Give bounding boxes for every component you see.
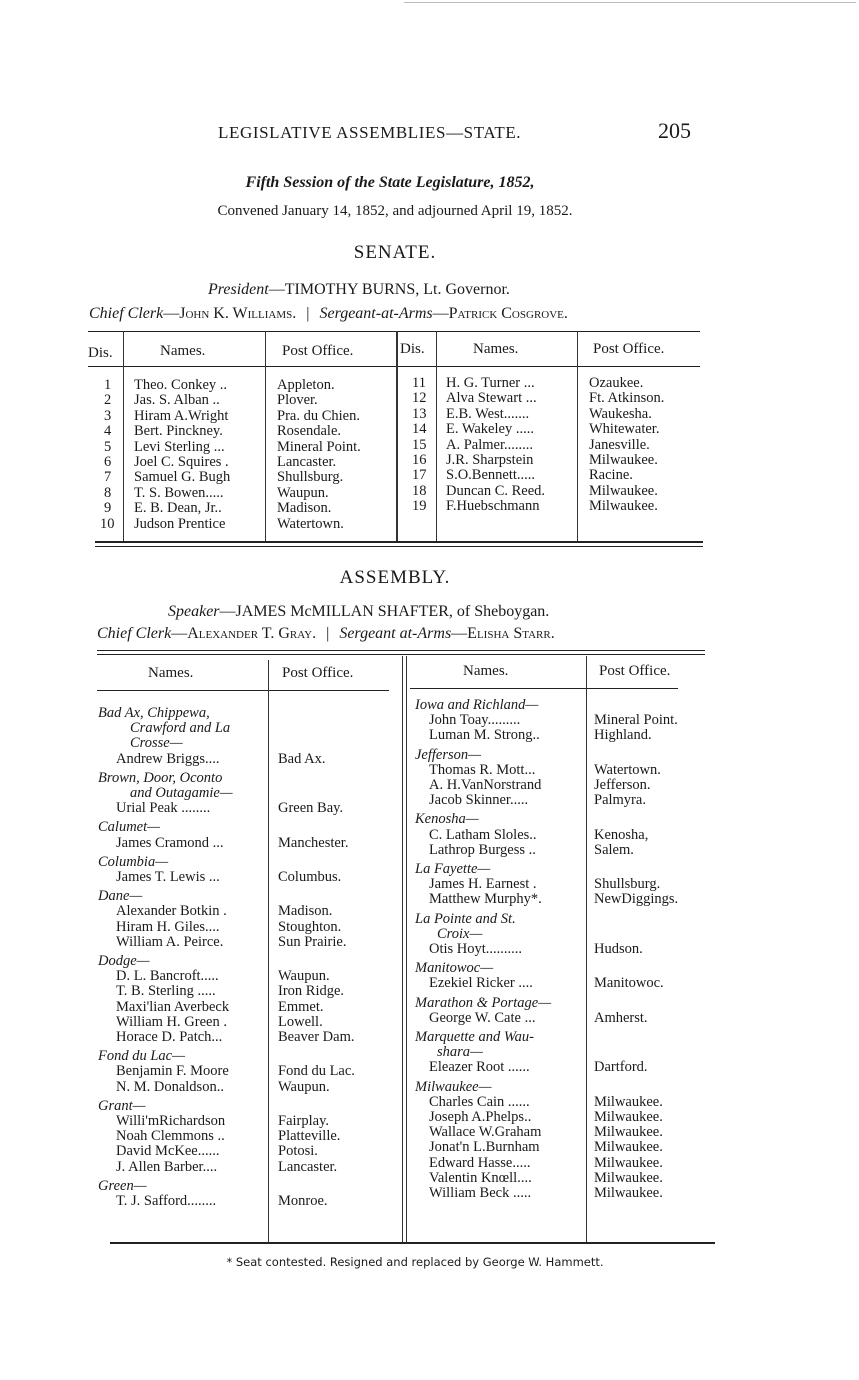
senate-post-office: Milwaukee. <box>589 498 658 515</box>
assembly-member-name: James T. Lewis ... <box>116 869 220 885</box>
assembly-member-name: William H. Green . <box>116 1013 227 1030</box>
assembly-post-office: Amherst. <box>594 1009 648 1026</box>
assembly-member-name: D. L. Bancroft..... <box>116 968 219 985</box>
senate-header-post: Post Office. <box>282 343 354 359</box>
senate-member-name: T. S. Bowen..... <box>134 484 224 501</box>
assembly-post-office: Watertown. <box>594 761 661 778</box>
assembly-member-name: Edward Hasse..... <box>429 1154 531 1171</box>
senate-post-office: Racine. <box>589 467 633 484</box>
senate-district-number: 8 <box>104 484 112 501</box>
county-heading: Manitowoc— <box>415 960 494 977</box>
assembly-post-office: Columbus. <box>278 869 342 885</box>
assembly-member-name: William A. Peirce. <box>116 933 224 950</box>
session-title: Fifth Session of the State Legislature, 1852, <box>245 174 535 191</box>
county-heading: Brown, Door, Oconto <box>98 769 223 786</box>
senate-header-dis-right: Dis. <box>400 341 425 357</box>
county-heading: Green— <box>98 1177 147 1194</box>
county-heading-continued: Crosse— <box>130 735 183 752</box>
county-heading: La Pointe and St. <box>415 910 516 927</box>
assembly-member-name: J. Allen Barber.... <box>116 1158 218 1175</box>
county-heading-continued: shara— <box>437 1044 483 1061</box>
assembly-heading: ASSEMBLY. <box>339 567 451 588</box>
senate-post-office: Mineral Point. <box>277 438 361 455</box>
senate-district-number: 10 <box>100 515 115 532</box>
assembly-member-name: Hiram H. Giles.... <box>116 918 220 935</box>
assembly-post-office: Highland. <box>594 727 652 744</box>
assembly-member-name: Ezekiel Ricker .... <box>429 975 533 992</box>
county-heading: Bad Ax, Chippewa, <box>98 705 210 721</box>
assembly-post-office: Lowell. <box>278 1013 323 1030</box>
senate-member-name: Bert. Pinckney. <box>134 423 223 440</box>
senate-header-post-right: Post Office. <box>593 341 665 357</box>
assembly-member-name: Willi'mRichardson <box>116 1113 226 1129</box>
assembly-member-name: Joseph A.Phelps.. <box>429 1109 532 1125</box>
assembly-officers-line: Chief Clerk—Alexander T. Gray. | Sergeant at-Arms—Elisha Starr. <box>97 625 555 642</box>
senate-post-office: Rosendale. <box>277 423 342 440</box>
assembly-member-name: Matthew Murphy*. <box>429 891 542 908</box>
senate-clerk-label: Chief Clerk <box>89 305 164 322</box>
assembly-post-office: Mineral Point. <box>594 712 678 729</box>
assembly-member-name: Charles Cain ...... <box>429 1093 530 1110</box>
assembly-post-office: Waupun. <box>278 1078 330 1095</box>
running-head <box>0 118 859 148</box>
assembly-post-office: Dartford. <box>594 1059 648 1076</box>
assembly-post-office: Shullsburg. <box>594 876 661 893</box>
senate-member-name: F.Huebschmann <box>446 498 540 515</box>
senate-header-names: Names. <box>160 343 206 359</box>
assembly-member-name: T. B. Sterling ..... <box>116 983 216 1000</box>
assembly-member-name: A. H.VanNorstrand <box>429 777 542 793</box>
assembly-member-name: James Cramond ... <box>116 834 224 851</box>
county-heading: Kenosha— <box>415 811 479 828</box>
county-heading: Iowa and Richland— <box>415 697 539 713</box>
senate-district-number: 14 <box>412 421 427 438</box>
senate-district-number: 13 <box>412 405 427 422</box>
assembly-post-office: Manchester. <box>278 834 349 851</box>
senate-sergeant-name: —Patrick Cosgrove. <box>432 305 568 322</box>
senate-post-office: Pra. du Chien. <box>277 407 360 424</box>
county-heading-continued: and Outagamie— <box>130 785 233 801</box>
senate-member-name: Judson Prentice <box>134 515 226 532</box>
assembly-post-office: Hudson. <box>594 941 643 957</box>
assembly-sergeant-name: —Elisha Starr. <box>451 625 555 642</box>
senate-district-number: 1 <box>104 377 112 393</box>
assembly-post-office: Milwaukee. <box>594 1169 663 1186</box>
senate-officers-line: Chief Clerk—John K. Williams. | Sergeant-at-Arms—Patrick Cosgrove. <box>89 305 568 322</box>
assembly-post-office: Madison. <box>278 903 333 920</box>
assembly-member-name: Benjamin F. Moore <box>116 1063 229 1080</box>
assembly-post-office: Monroe. <box>278 1193 328 1209</box>
senate-member-name: Alva Stewart ... <box>446 390 537 407</box>
assembly-post-office: Salem. <box>594 841 634 858</box>
senate-member-name: A. Palmer........ <box>446 436 533 453</box>
assembly-member-name: Alexander Botkin . <box>116 903 227 920</box>
assembly-post-office: Milwaukee. <box>594 1139 663 1156</box>
page-number: 205 <box>658 118 691 143</box>
senate-clerk-name: —John K. Williams. <box>163 305 297 322</box>
speaker-name: —JAMES McMILLAN SHAFTER, of Sheboygan. <box>219 603 550 620</box>
president-label: President <box>208 281 269 298</box>
assembly-member-name: C. Latham Sloles.. <box>429 826 537 843</box>
assembly-post-office: Iron Ridge. <box>278 983 345 1000</box>
assembly-clerk-name: —Alexander T. Gray. <box>171 625 317 642</box>
assembly-member-name: Lathrop Burgess .. <box>429 841 536 858</box>
assembly-member-name: George W. Cate ... <box>429 1009 536 1026</box>
assembly-post-office: NewDiggings. <box>594 891 679 908</box>
assembly-member-name: Maxi'lian Averbeck <box>116 998 230 1015</box>
assembly-member-name: Wallace W.Graham <box>429 1124 542 1141</box>
assembly-member-name: Jonat'n L.Burnham <box>429 1139 540 1156</box>
county-heading: Milwaukee— <box>415 1078 492 1095</box>
assembly-member-name: James H. Earnest . <box>429 876 537 893</box>
senate-member-name: S.O.Bennett..... <box>446 467 536 484</box>
senate-post-office: Whitewater. <box>589 421 660 438</box>
assembly-post-office: Beaver Dam. <box>278 1029 355 1045</box>
assembly-member-name: Thomas R. Mott... <box>429 761 536 778</box>
assembly-post-office: Stoughton. <box>278 918 342 935</box>
top-edge-rule <box>404 2 856 3</box>
assembly-member-name: Noah Clemmons .. <box>116 1128 225 1145</box>
senate-member-name: Jas. S. Alban .. <box>134 392 220 409</box>
senate-district-number: 2 <box>104 392 112 409</box>
senate-district-number: 15 <box>412 436 427 453</box>
senate-post-office: Janesville. <box>589 436 650 453</box>
senate-district-number: 19 <box>412 498 427 515</box>
speaker-label: Speaker <box>168 603 220 620</box>
footnote: * Seat contested. Resigned and replaced by George W. Hammett. <box>226 1255 604 1269</box>
senate-district-number: 5 <box>104 438 112 455</box>
assembly-post-office: Milwaukee. <box>594 1093 663 1110</box>
senate-district-number: 17 <box>412 467 427 484</box>
senate-header-names-right: Names. <box>473 341 519 357</box>
senate-member-name: Levi Sterling ... <box>134 438 225 455</box>
county-heading: Calumet— <box>98 819 161 836</box>
county-heading-continued: Croix— <box>437 925 483 942</box>
county-heading: Marquette and Wau- <box>415 1029 534 1045</box>
senate-member-name: E. B. Dean, Jr.. <box>134 500 222 517</box>
senate-post-office: Lancaster. <box>277 454 337 470</box>
senate-member-name: H. G. Turner ... <box>446 375 535 391</box>
senate-member-name: Theo. Conkey .. <box>134 377 228 393</box>
senate-post-office: Milwaukee. <box>589 482 658 499</box>
assembly-post-office: Jefferson. <box>594 777 651 793</box>
session-dates: Convened January 14, 1852, and adjourned April 19, 1852. <box>217 203 573 219</box>
assembly-post-office: Milwaukee. <box>594 1124 663 1141</box>
county-heading: Columbia— <box>98 853 169 870</box>
senate-district-number: 7 <box>104 469 112 486</box>
county-heading: Jefferson— <box>415 746 482 763</box>
assembly-post-office: Milwaukee. <box>594 1185 663 1201</box>
senate-member-name: Samuel G. Bugh <box>134 469 231 486</box>
assembly-header-post-right: Post Office. <box>599 663 671 679</box>
assembly-member-name: Horace D. Patch... <box>116 1029 223 1045</box>
senate-district-number: 11 <box>412 375 426 391</box>
assembly-post-office: Kenosha, <box>594 826 649 843</box>
senate-post-office: Waukesha. <box>589 405 652 422</box>
county-heading: Marathon & Portage— <box>415 994 552 1011</box>
assembly-member-name: William Beck ..... <box>429 1185 532 1201</box>
running-title: LEGISLATIVE ASSEMBLIES—STATE. <box>218 123 522 142</box>
assembly-post-office: Emmet. <box>278 998 324 1015</box>
assembly-post-office: Green Bay. <box>278 800 344 817</box>
assembly-member-name: Urial Peak ........ <box>116 800 211 817</box>
senate-post-office: Waupun. <box>277 484 329 501</box>
assembly-sergeant-label: Sergeant at-Arms <box>339 625 452 642</box>
assembly-header-names: Names. <box>148 665 194 681</box>
senate-district-number: 9 <box>104 500 112 517</box>
senate-member-name: Duncan C. Reed. <box>446 482 546 499</box>
assembly-post-office: Milwaukee. <box>594 1154 663 1171</box>
assembly-member-name: Jacob Skinner..... <box>429 792 529 809</box>
assembly-post-office: Lancaster. <box>278 1158 338 1175</box>
assembly-post-office: Platteville. <box>278 1128 341 1145</box>
county-heading: Fond du Lac— <box>98 1048 185 1065</box>
assembly-member-name: Otis Hoyt.......... <box>429 941 523 957</box>
assembly-member-name: John Toay......... <box>429 712 521 729</box>
assembly-post-office: Bad Ax. <box>278 750 326 767</box>
assembly-member-name: Andrew Briggs.... <box>116 750 220 767</box>
senate-district-number: 16 <box>412 452 427 468</box>
senate-post-office: Shullsburg. <box>277 469 344 486</box>
assembly-member-name: David McKee...... <box>116 1143 220 1160</box>
assembly-header-names-right: Names. <box>463 663 509 679</box>
assembly-member-name: N. M. Donaldson.. <box>116 1078 224 1095</box>
senate-heading: SENATE. <box>353 242 437 263</box>
assembly-post-office: Fond du Lac. <box>278 1063 355 1080</box>
senate-post-office: Watertown. <box>277 515 344 532</box>
assembly-speaker <box>168 603 549 621</box>
senate-member-name: Joel C. Squires . <box>134 454 229 470</box>
senate-header-dis: Dis. <box>88 345 113 361</box>
county-heading: Dodge— <box>98 953 150 969</box>
assembly-clerk-label: Chief Clerk <box>97 625 172 642</box>
assembly-post-office: Palmyra. <box>594 792 646 809</box>
assembly-post-office: Manitowoc. <box>594 975 664 992</box>
senate-president <box>208 281 510 299</box>
senate-district-number: 4 <box>104 423 112 440</box>
assembly-post-office: Milwaukee. <box>594 1109 663 1125</box>
assembly-member-name: Eleazer Root ...... <box>429 1059 530 1076</box>
senate-member-name: E. Wakeley ..... <box>446 421 534 438</box>
senate-post-office: Ft. Atkinson. <box>589 390 665 407</box>
senate-district-number: 6 <box>104 454 112 470</box>
senate-member-name: J.R. Sharpstein <box>446 452 534 468</box>
senate-district-number: 12 <box>412 390 427 407</box>
senate-post-office: Appleton. <box>277 377 335 393</box>
senate-district-number: 3 <box>104 407 112 424</box>
assembly-post-office: Waupun. <box>278 968 330 985</box>
senate-post-office: Milwaukee. <box>589 452 658 468</box>
president-name: —TIMOTHY BURNS, Lt. Governor. <box>268 281 510 298</box>
county-heading: La Fayette— <box>415 861 491 877</box>
senate-district-number: 18 <box>412 482 427 499</box>
senate-post-office: Madison. <box>277 500 332 517</box>
county-heading-continued: Crawford and La <box>130 720 231 737</box>
assembly-member-name: Luman M. Strong.. <box>429 727 540 744</box>
assembly-post-office: Potosi. <box>278 1143 318 1160</box>
senate-member-name: Hiram A.Wright <box>134 407 229 424</box>
senate-sergeant-label: Sergeant-at-Arms <box>319 305 433 322</box>
senate-post-office: Plover. <box>277 392 318 409</box>
senate-post-office: Ozaukee. <box>589 375 644 391</box>
assembly-member-name: Valentin Knœll.... <box>429 1169 532 1186</box>
assembly-post-office: Fairplay. <box>278 1113 330 1129</box>
senate-member-name: E.B. West....... <box>446 405 530 422</box>
assembly-header-post: Post Office. <box>282 665 354 681</box>
assembly-member-name: T. J. Safford........ <box>116 1193 217 1209</box>
county-heading: Grant— <box>98 1097 146 1114</box>
county-heading: Dane— <box>98 888 143 905</box>
assembly-post-office: Sun Prairie. <box>278 933 347 950</box>
